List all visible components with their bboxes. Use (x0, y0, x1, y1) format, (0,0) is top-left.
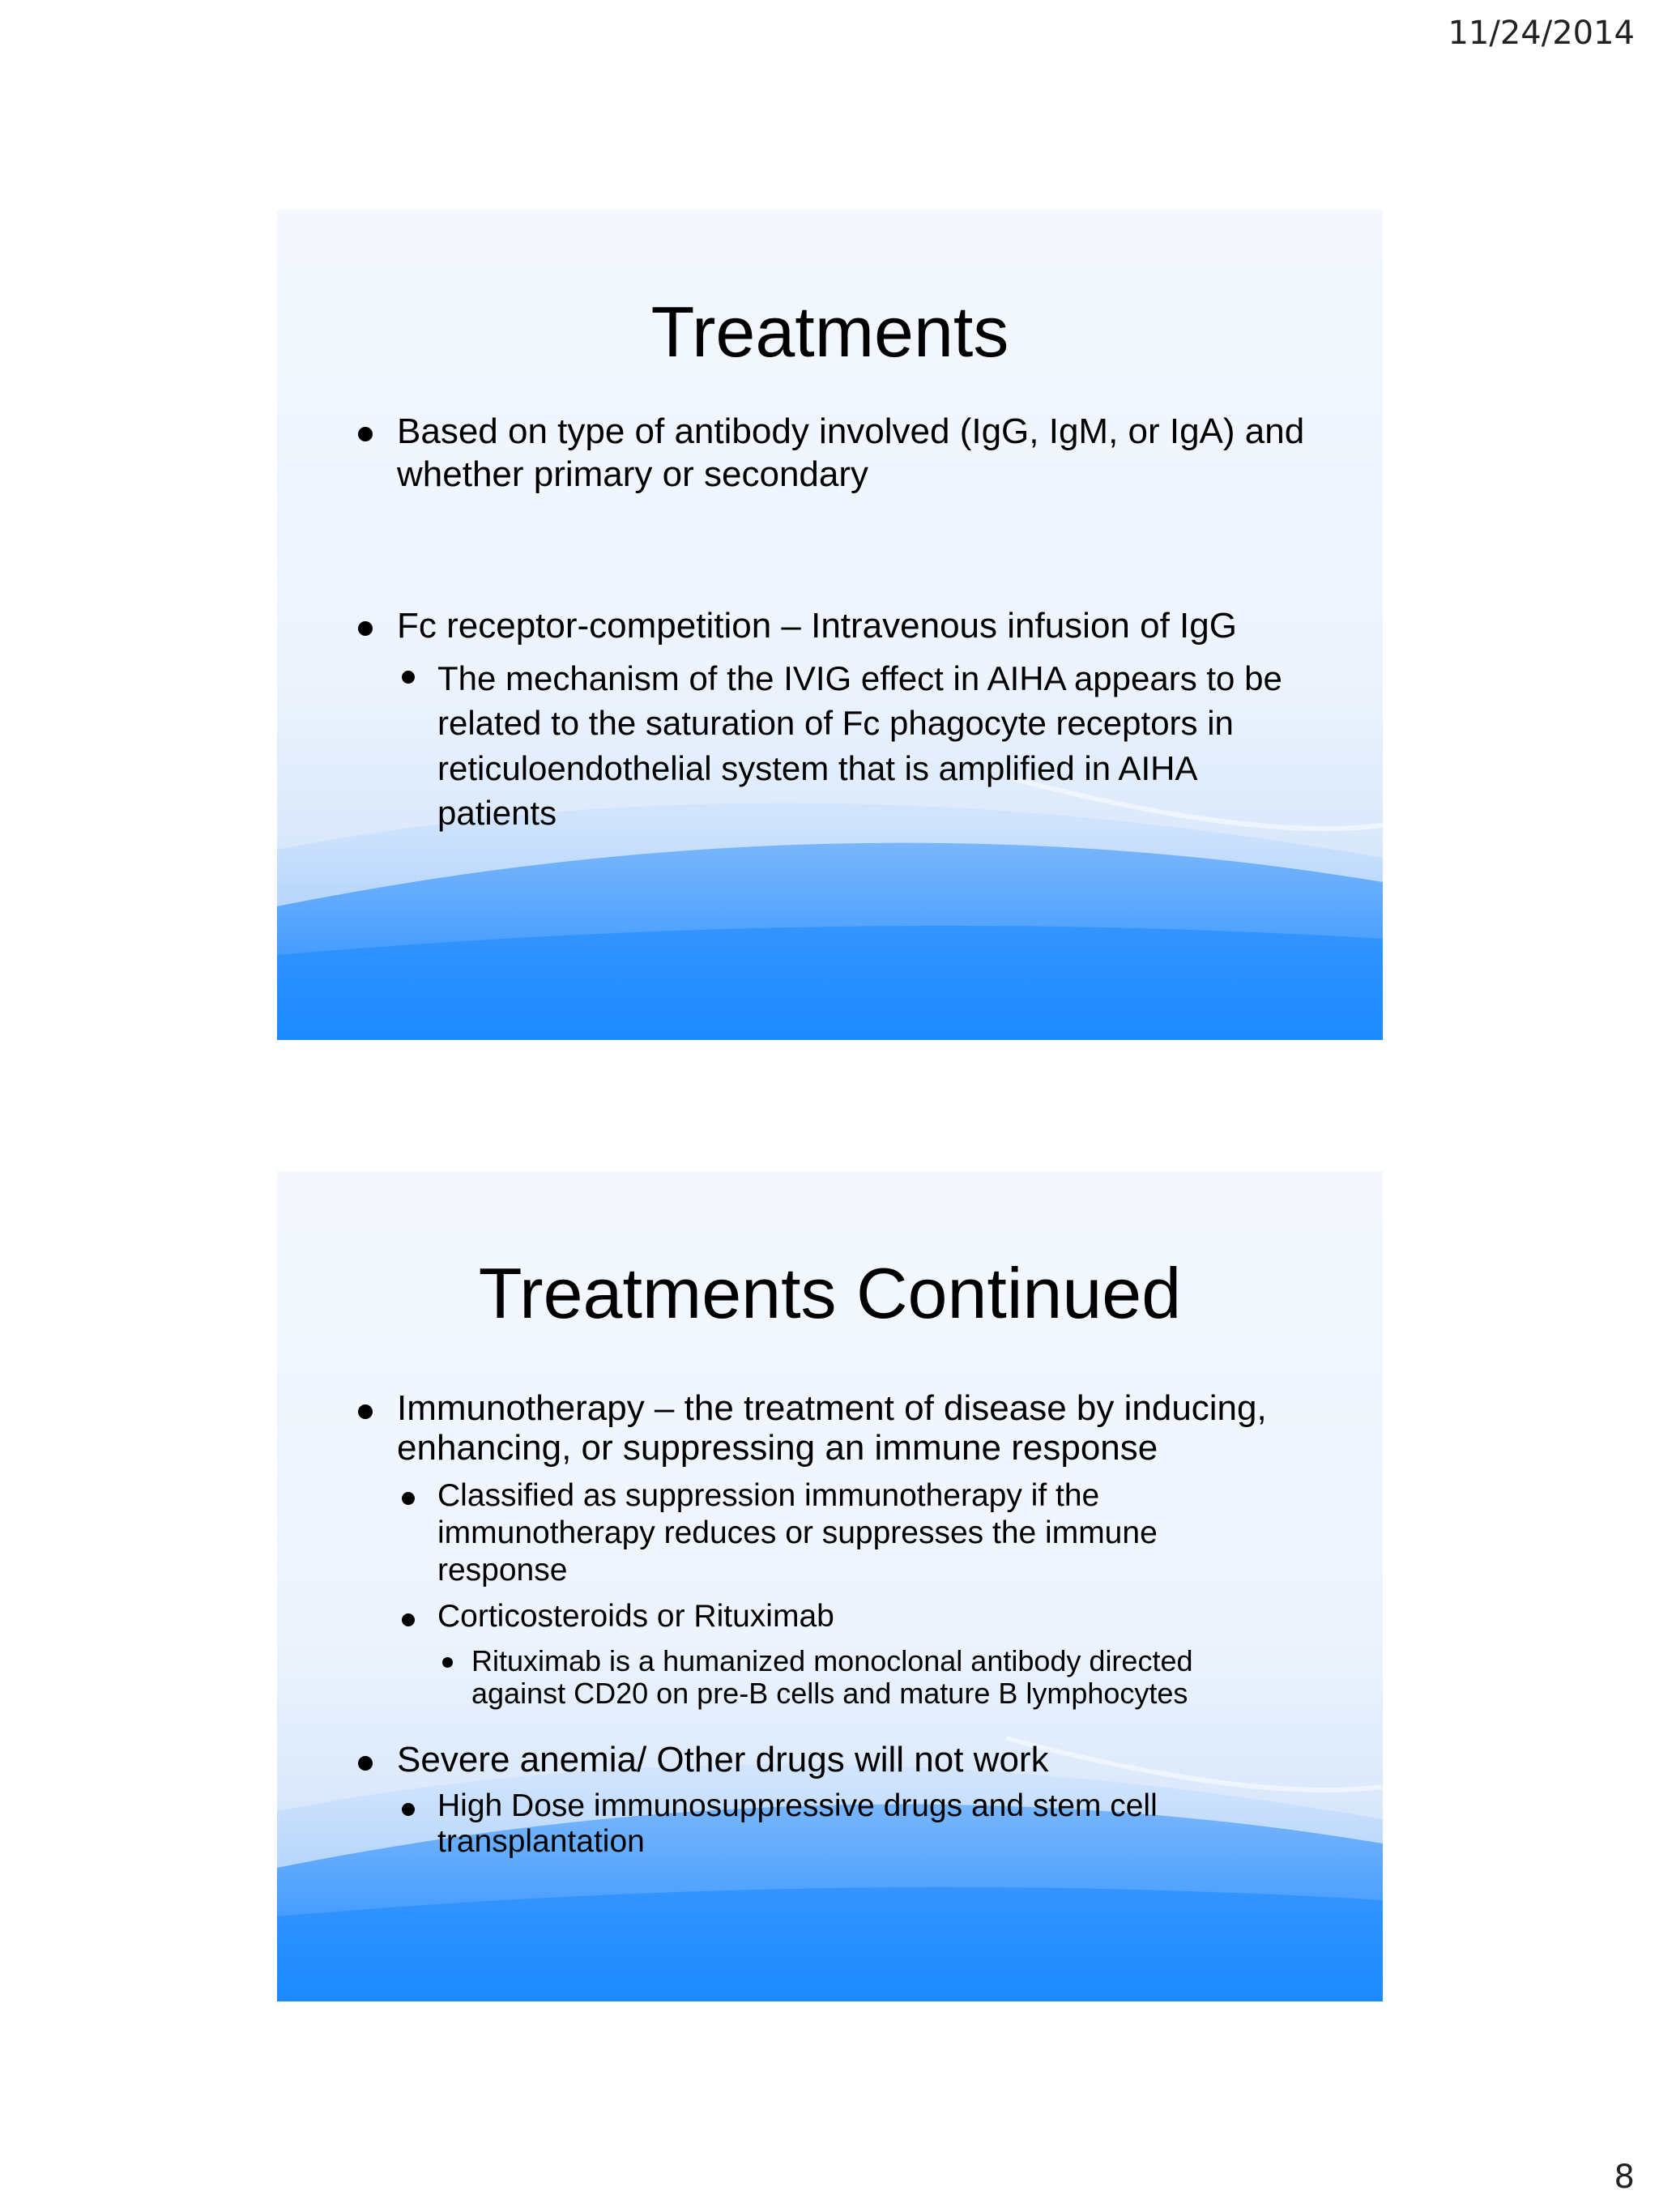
slide-treatments (277, 210, 1383, 1040)
bullet-item (437, 1599, 1312, 1634)
bullet-text: Rituximab is a humanized monoclonal antibody directed against CD20 on pre-B cells and mature B lymphocytes (471, 1644, 1193, 1711)
bullet-dot-icon (402, 1613, 415, 1626)
bullet-list (277, 1171, 1383, 2001)
bullet-text: Fc receptor-competition – Intravenous infusion of IgG (397, 606, 1237, 646)
bullet-item (397, 605, 1312, 648)
bullet-text: Corticosteroids or Rituximab (437, 1599, 834, 1634)
slide-title: Treatments Continued (478, 1253, 1182, 1333)
bullet-dot-icon (358, 427, 373, 441)
slide-title: Treatments (650, 292, 1009, 372)
bullet-item (397, 1740, 1312, 1779)
bullet-dot-icon (402, 1803, 415, 1816)
bullet-text: Classified as suppression immunotherapy if the immunotherapy reduces or suppresses the immune response (437, 1478, 1158, 1588)
page-number: 8 (1614, 2159, 1635, 2196)
bullet-item (437, 656, 1296, 836)
bullet-dot-icon (402, 1492, 415, 1505)
bullet-item (437, 1477, 1247, 1589)
bullet-text: Severe anemia/ Other drugs will not work (397, 1740, 1049, 1779)
slide-treatments-continued (277, 1171, 1383, 2001)
bullet-text: The mechanism of the IVIG effect in AIHA appears to be related to the saturation of Fc phagocyte receptors in reticuloendothelial system that is amplified in AIHA patients (437, 659, 1282, 833)
bullet-item (437, 1788, 1247, 1859)
bullet-text: High Dose immunosuppressive drugs and stem cell transplantation (437, 1788, 1158, 1859)
bullet-list (277, 210, 1383, 1040)
bullet-text: Immunotherapy – the treatment of disease by inducing, enhancing, or suppressing an immune response (397, 1388, 1267, 1468)
bullet-dot-icon (358, 1404, 373, 1419)
bullet-dot-icon (358, 621, 373, 636)
bullet-item (397, 411, 1312, 497)
bullet-item (397, 1388, 1312, 1468)
bullet-item (471, 1645, 1273, 1711)
bullet-dot-icon (402, 671, 415, 684)
bullet-dot-icon (358, 1756, 373, 1771)
bullet-dot-icon (442, 1657, 453, 1668)
bullet-text: Based on type of antibody involved (IgG, IgM, or IgA) and whether primary or secondary (397, 411, 1305, 494)
page-date: 11/24/2014 (1448, 15, 1635, 52)
